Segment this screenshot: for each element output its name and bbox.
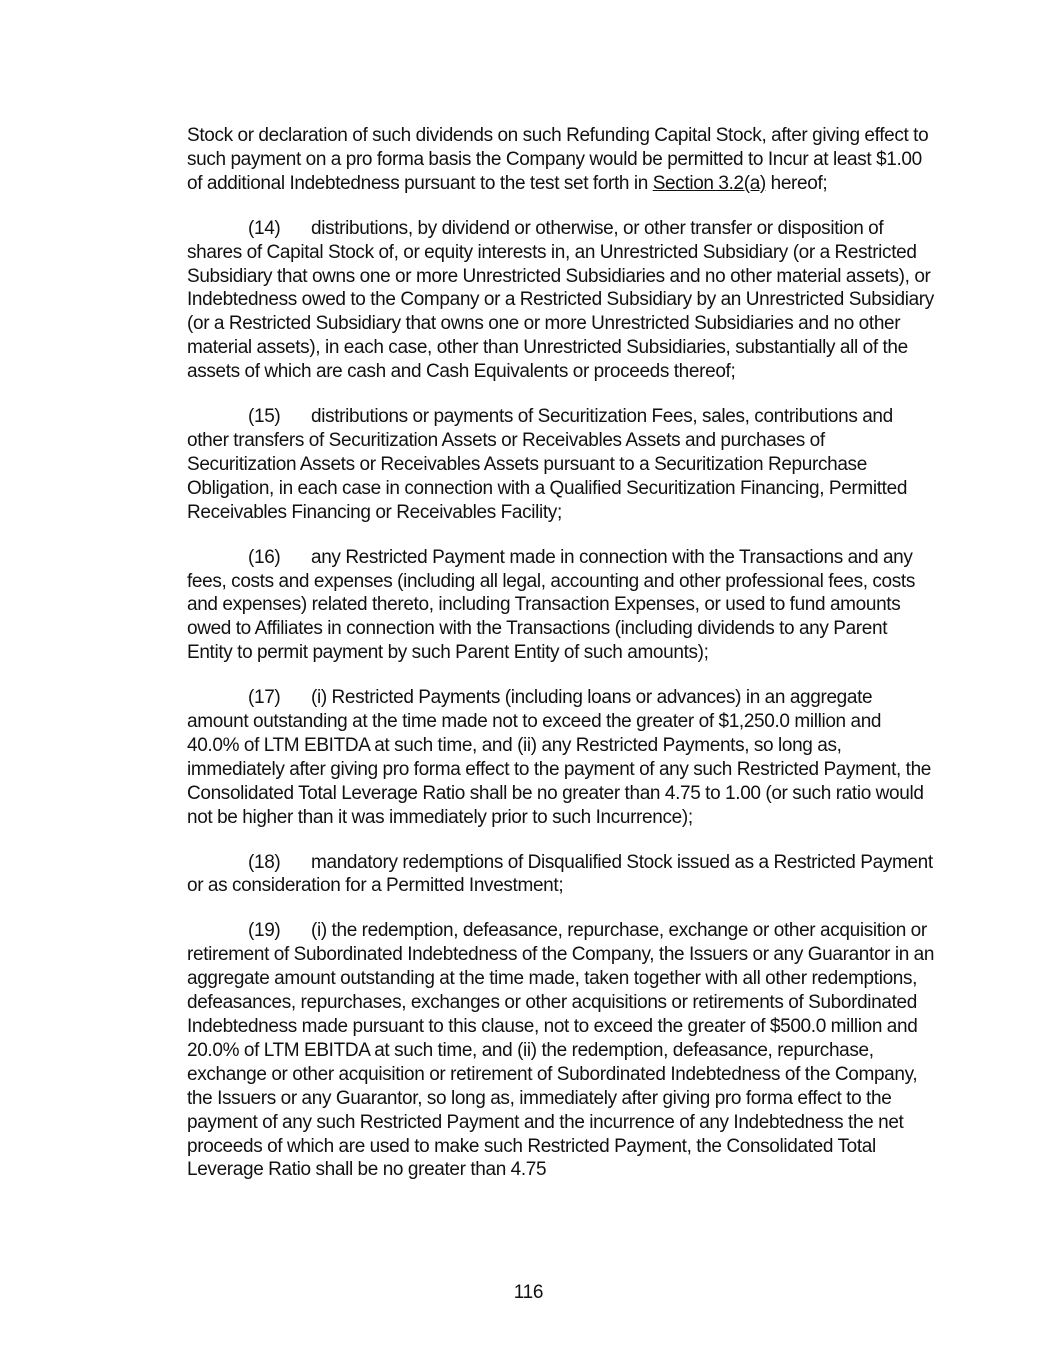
clause-text: (i) Restricted Payments (including loans or advances) in an aggregate amount outstanding at the time made not to exceed the greater of $1,250.0 million and 40.0% of LTM EBITDA at such time, and (ii) any Restricted Payments, so long as, immediately after giving pro forma effect to the payment of any such Restricted Payment, the Consolidated Total Leverage Ratio shall be no greater than 4.75 to 1.00 (or such ratio would not be higher than it was immediately prior to such Incurrence); [187, 687, 932, 828]
document-body [187, 124, 937, 1203]
clause-17 [187, 686, 937, 829]
continuation-text: Stock or declaration of such dividends on such Refunding Capital Stock, after giving effect to such payment on a pro forma basis the Company would be permitted to Incur at least $1.00 of additional Indebtedness pursuant to the test set forth in [187, 125, 929, 194]
clause-number: (17) [248, 687, 281, 709]
clause-19 [187, 919, 937, 1182]
clause-text: (i) the redemption, defeasance, repurchase, exchange or other acquisition or retirement of Subordinated Indebtedness of the Company, the Issuers or any Guarantor in an aggregate amount outstanding at the time made, taken together with all other redemptions, defeasances, repurchases, exchanges or other acquisitions or retirements of Subordinated Indebtedness made pursuant to this clause, not to exceed the greater of $500.0 million and 20.0% of LTM EBITDA at such time, and (ii) the redemption, defeasance, repurchase, exchange or other acquisition or retirement of Subordinated Indebtedness of the Company, the Issuers or any Guarantor, so long as, immediately after giving pro forma effect to the payment of any such Restricted Payment and the incurrence of any Indebtedness the net proceeds of which are used to make such Restricted Payment, the Consolidated Total Leverage Ratio shall be no greater than 4.75 [187, 920, 935, 1181]
clause-text: mandatory redemptions of Disqualified Stock issued as a Restricted Payment or as consideration for a Permitted Investment; [187, 851, 933, 897]
clause-number: (15) [248, 406, 281, 428]
clause-text: any Restricted Payment made in connection with the Transactions and any fees, costs and expenses (including all legal, accounting and other professional fees, costs and expenses) related thereto, including Transaction Expenses, or used to fund amounts owed to Affiliates in connection with the Transactions (including dividends to any Parent Entity to permit payment by such Parent Entity of such amounts); [187, 546, 915, 664]
section-reference-link[interactable]: Section 3.2(a) [652, 172, 766, 194]
clause-number: (19) [248, 920, 281, 942]
clause-14 [187, 217, 937, 384]
clause-number: (14) [248, 217, 281, 239]
clause-text: distributions, by dividend or otherwise, or other transfer or disposition of shares of Capital Stock of, or equity interests in, an Unrestricted Subsidiary (or a Restricted Subsidiary that owns one or more Unrestricted Subsidiaries and no other material assets), or Indebtedness owed to the Company or a Restricted Subsidiary by an Unrestricted Subsidiary (or a Restricted Subsidiary that owns one or more Unrestricted Subsidiaries and no other material assets), in each case, other than Unrestricted Subsidiaries, substantially all of the assets of which are cash and Cash Equivalents or proceeds thereof; [187, 217, 934, 383]
clause-number: (18) [248, 851, 281, 873]
clause-number: (16) [248, 546, 281, 568]
continuation-text-end: hereof; [765, 172, 828, 194]
clause-18 [187, 851, 937, 899]
page-number: 116 [513, 1282, 544, 1303]
clause-text: distributions or payments of Securitization Fees, sales, contributions and other transfers of Securitization Assets or Receivables Assets and purchases of Securitization Assets or Receivables Assets pursuant to a Securitization Repurchase Obligation, in each case in connection with a Qualified Securitization Financing, Permitted Receivables Financing or Receivables Facility; [187, 406, 908, 523]
clause-15 [187, 405, 937, 525]
clause-16 [187, 546, 937, 666]
continuation-paragraph [187, 124, 937, 196]
